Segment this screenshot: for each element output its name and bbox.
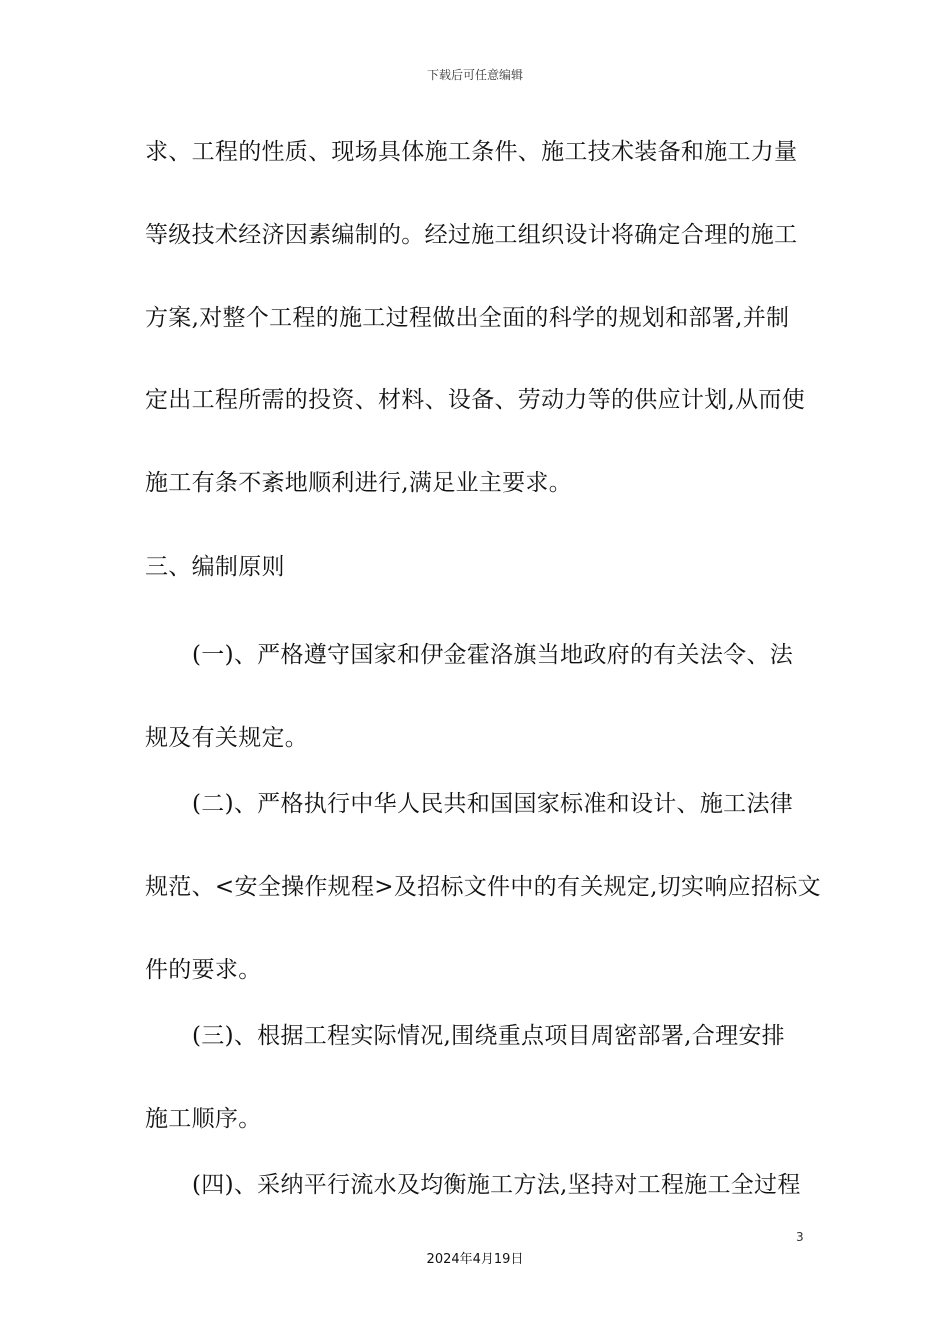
body-line: (四)、采纳平行流水及均衡施工方法,坚持对工程施工全过程 (192, 1172, 801, 1198)
body-line: (三)、根据工程实际情况,围绕重点项目周密部署,合理安排 (192, 1023, 785, 1049)
body-line: 施工顺序。 (145, 1106, 262, 1132)
body-line: 定出工程所需的投资、材料、设备、劳动力等的供应计划,从而使 (145, 387, 806, 413)
body-line: 施工有条不紊地顺利进行,满足业主要求。 (145, 470, 573, 496)
page-header: 下载后可任意编辑 (426, 68, 523, 82)
body-line: (一)、严格遵守国家和伊金霍洛旗当地政府的有关法令、法 (192, 642, 794, 668)
body-line: 规及有关规定。 (145, 725, 309, 751)
body-line: 规范、<安全操作规程>及招标文件中的有关规定,切实响应招标文 (145, 874, 821, 900)
body-line: 求、工程的性质、现场具体施工条件、施工技术装备和施工力量 (145, 139, 798, 165)
footer-date: 2024年4月19日 (426, 1252, 524, 1267)
page-number: 3 (796, 1230, 804, 1244)
body-line: 方案,对整个工程的施工过程做出全面的科学的规划和部署,并制 (145, 305, 790, 331)
body-line: 件的要求。 (145, 957, 262, 983)
section-heading: 三、编制原则 (145, 554, 285, 580)
body-line: (二)、严格执行中华人民共和国国家标准和设计、施工法律 (192, 791, 794, 817)
body-line: 等级技术经济因素编制的。经过施工组织设计将确定合理的施工 (145, 222, 798, 248)
